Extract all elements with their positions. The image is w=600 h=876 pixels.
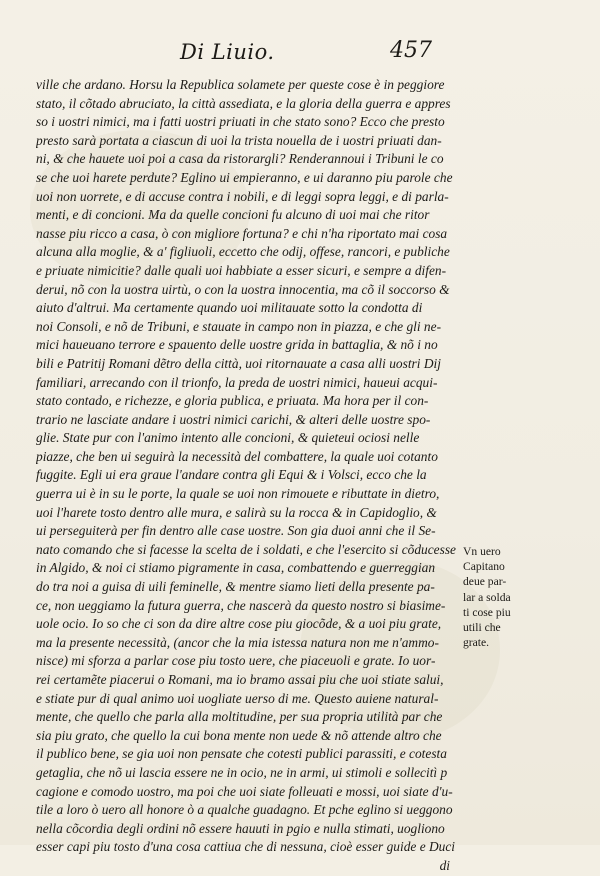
text-line: ce, non ueggiamo la futura guerra, che nascerà da questo nostro si biasime-	[36, 597, 446, 613]
marginal-note	[463, 544, 575, 650]
text-line: bili e Patritij Romani dẽtro della città, uoi ritornauate a casa alli uostri Dij	[36, 355, 441, 371]
text-line: guerra ui è in su le porte, la quale se uoi non rimouete e ributtate in dietro,	[36, 486, 440, 502]
running-head: Di Liuio.	[180, 40, 275, 64]
text-line: noi Consoli, e nõ de Tribuni, e stauate in campo non in piazza, e che gli ne-	[36, 318, 442, 334]
text-line: piazze, che ben ui seguirà la necessità del combattere, la quale uoi cotanto	[36, 448, 438, 464]
text-line: menti, e di concioni. Ma da quelle concioni fu alcuno di uoi mai che ritor	[36, 207, 430, 223]
text-line: sia piu grato, che quello la cui bona mente non uede & nõ attende altro che	[36, 727, 442, 743]
text-line: mente, che quello che parla alla moltitudine, per sua propria utilità par che	[36, 709, 443, 725]
marginal-note-line: Capitano	[463, 560, 505, 574]
text-line: stato contado, e richezze, e gloria publica, e priuata. Ma hora per il con-	[36, 393, 429, 409]
text-line: nato comando che si facesse la scelta de i soldati, e che l'esercito si cõducesse	[36, 541, 456, 557]
marginal-note-line: deue par-	[463, 575, 507, 589]
text-line: tile a loro ò uero all honore ò a qualche guadagno. Et pche eglino si ueggono	[36, 802, 453, 818]
page-number: 457	[390, 38, 432, 63]
page-header	[180, 40, 460, 70]
text-line: trario ne lasciate andare i uostri nimici carichi, & alteri delle uostre spo-	[36, 411, 431, 427]
text-line: so i uostri nimici, ma i fatti uostri priuati in che stato sono? Ecco che presto	[36, 114, 445, 130]
text-line: e priuate nimicitie? dalle quali uoi habbiate a esser sicuri, e sempre a difen-	[36, 262, 447, 278]
text-line: glie. State pur con l'animo intento alle concioni, & quieteui ociosi nelle	[36, 430, 420, 446]
text-line: getaglia, che nõ ui lascia essere ne in ocio, ne in armi, ui stimoli e sollecitì p	[36, 764, 448, 780]
text-line: stato, il cõtado abruciato, la città assediata, e la gloria della guerra e appres	[36, 95, 451, 111]
marginal-note-line: Vn uero	[463, 545, 501, 558]
text-line: presto sarà portata a ciascun di uoi la trista nouella de i uostri priuati dan-	[36, 132, 442, 148]
text-line: il publico bene, se gia uoi non pensate che cotesti publici parassiti, e cotesta	[36, 746, 447, 762]
text-line: cagione e comodo uostro, ma poi che uoi siate folleuati e mossi, uoi siate d'u-	[36, 783, 453, 799]
marginal-note-line: lar a solda	[463, 590, 511, 604]
text-line: in Algido, & noi ci stiamo pigramente in casa, combattendo e guerreggian	[36, 560, 436, 576]
text-line: uole ocio. Io so che ci son da dire altre cose piu giocõde, & a uoi piu grate,	[36, 616, 442, 632]
text-line: esser capi piu tosto d'una cosa cattiua che di nessuna, cioè esser guide e Duci	[36, 839, 456, 855]
text-line: uoi l'harete tosto dentro alle mura, e salirà su la rocca & in Capidoglio, &	[36, 504, 437, 520]
text-line: ui perseguiterà per fin dentro alle case uostre. Son gia duoi anni che il Se-	[36, 523, 436, 539]
text-line: di	[439, 857, 450, 873]
text-line: do tra noi a guisa di uili feminelle, & mentre siamo lieti della presente pa-	[36, 579, 435, 595]
text-line: ma la presente necessità, (ancor che la mia istessa natura non me n'ammo-	[36, 634, 439, 650]
text-line: derui, nõ con la uostra uirtù, o con la uostra innocentia, ma cõ il soccorso &	[36, 281, 450, 297]
text-line: nella cõcordia degli ordini nõ essere hauuti in pgio e nulla stimati, uogliono	[36, 820, 445, 836]
marginal-note-line: utili che	[463, 620, 501, 634]
text-line: familiari, arrecando con il trionfo, la preda de uostri nimici, haueui acqui-	[36, 374, 438, 390]
text-line: alcuna alla moglie, & a' figliuoli, eccetto che odij, offese, rancori, e publiche	[36, 244, 450, 260]
text-line: ville che ardano. Horsu la Republica solamete per queste cose è in peggiore	[36, 77, 445, 92]
text-line: fuggite. Egli ui era graue l'andare contra gli Equi & i Volsci, ecco che la	[36, 467, 427, 483]
body-text	[36, 76, 460, 876]
text-line: uoi non uorrete, e di accuse contra i nobili, e di leggi sopra leggi, e di parla-	[36, 188, 449, 204]
text-line: ni, & che hauete uoi poi a casa da ristorargli? Renderannoui i Tribuni le co	[36, 151, 444, 167]
text-line: e stiate pur di qual animo uoi uogliate uerso di me. Questo auiene natural-	[36, 690, 439, 706]
text-line: se che uoi harete perdute? Eglino ui empieranno, e ui daranno piu parole che	[36, 169, 453, 185]
marginal-note-line: ti cose piu	[463, 605, 511, 619]
text-line: mici haueuano terrore e spauento delle uostre grida in battaglia, & nõ i no	[36, 337, 438, 353]
text-line: rei certamẽte piacerui o Romani, ma io bramo assai piu che uoi stiate salui,	[36, 672, 444, 687]
marginal-note-line: grate.	[463, 636, 490, 650]
text-line: aiuto d'altrui. Ma certamente quando uoi militauate sotto la condotta di	[36, 300, 423, 316]
text-line: nasse piu ricco a casa, ò con migliore fortuna? e chi n'ha riportato mai cosa	[36, 225, 448, 241]
text-line: nisce) mi sforza a parlar cose piu tosto uere, che piaceuoli e grate. Io uor-	[36, 653, 436, 669]
